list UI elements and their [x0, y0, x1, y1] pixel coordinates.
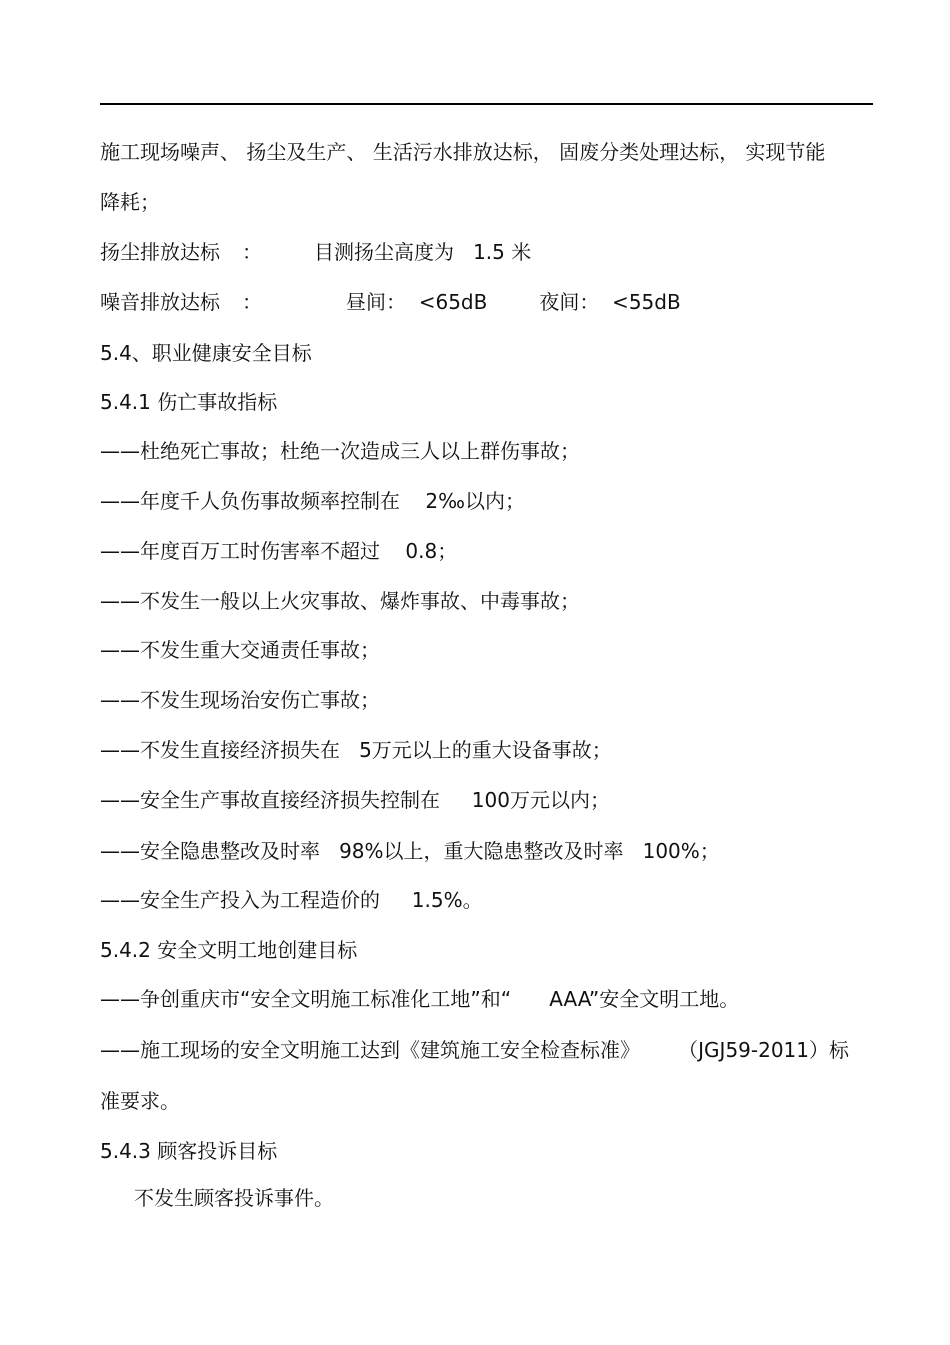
noise-standard-row	[100, 289, 681, 315]
section-5-4-3-title: 5.4.3 顾客投诉目标	[100, 1139, 278, 1163]
dust-value: 目测扬尘高度为 1.5 米	[314, 240, 532, 264]
section-5-4-1-title: 5.4.1 伤亡事故指标	[100, 390, 278, 414]
intro-line-1: 施工现场噪声、 扬尘及生产、 生活污水排放达标， 固废分类处理达标， 实现节能	[100, 140, 826, 164]
noise-night-limit: 夜间： <55dB	[539, 290, 681, 314]
intro-line-2: 降耗；	[100, 190, 160, 214]
section-5-4-2-title: 5.4.2 安全文明工地创建目标	[100, 938, 358, 962]
section-5-4-title: 5.4、职业健康安全目标	[100, 341, 312, 365]
list-item: ——安全生产事故直接经济损失控制在 100万元以内；	[100, 788, 610, 812]
list-item: ——争创重庆市“安全文明施工标准化工地”和“ AAA”安全文明工地。	[100, 987, 740, 1011]
list-item: ——年度千人负伤事故频率控制在 2‰以内；	[100, 489, 525, 513]
list-item: ——不发生重大交通责任事故；	[100, 638, 380, 662]
complaint-goal-text: 不发生顾客投诉事件。	[134, 1186, 334, 1210]
noise-label: 噪音排放达标	[100, 290, 220, 314]
list-item: ——不发生一般以上火灾事故、爆炸事故、中毒事故；	[100, 589, 580, 613]
noise-colon: ：	[242, 290, 262, 314]
list-item: ——不发生直接经济损失在 5万元以上的重大设备事故；	[100, 738, 612, 762]
noise-day-limit: 昼间： <65dB	[346, 290, 488, 314]
dust-colon: ：	[242, 240, 262, 264]
list-item: ——年度百万工时伤害率不超过 0.8；	[100, 539, 458, 563]
list-item: ——安全生产投入为工程造价的 1.5%。	[100, 888, 483, 912]
header-rule	[100, 103, 873, 105]
list-item-continuation: 准要求。	[100, 1089, 180, 1113]
list-item: ——安全隐患整改及时率 98%以上，重大隐患整改及时率 100%；	[100, 839, 720, 863]
dust-standard-row	[100, 239, 531, 265]
list-item: ——不发生现场治安伤亡事故；	[100, 688, 380, 712]
list-item: ——杜绝死亡事故；杜绝一次造成三人以上群伤事故；	[100, 439, 580, 463]
dust-label: 扬尘排放达标	[100, 240, 220, 264]
list-item: ——施工现场的安全文明施工达到《建筑施工安全检查标准》 （JGJ59-2011）标	[100, 1038, 850, 1062]
